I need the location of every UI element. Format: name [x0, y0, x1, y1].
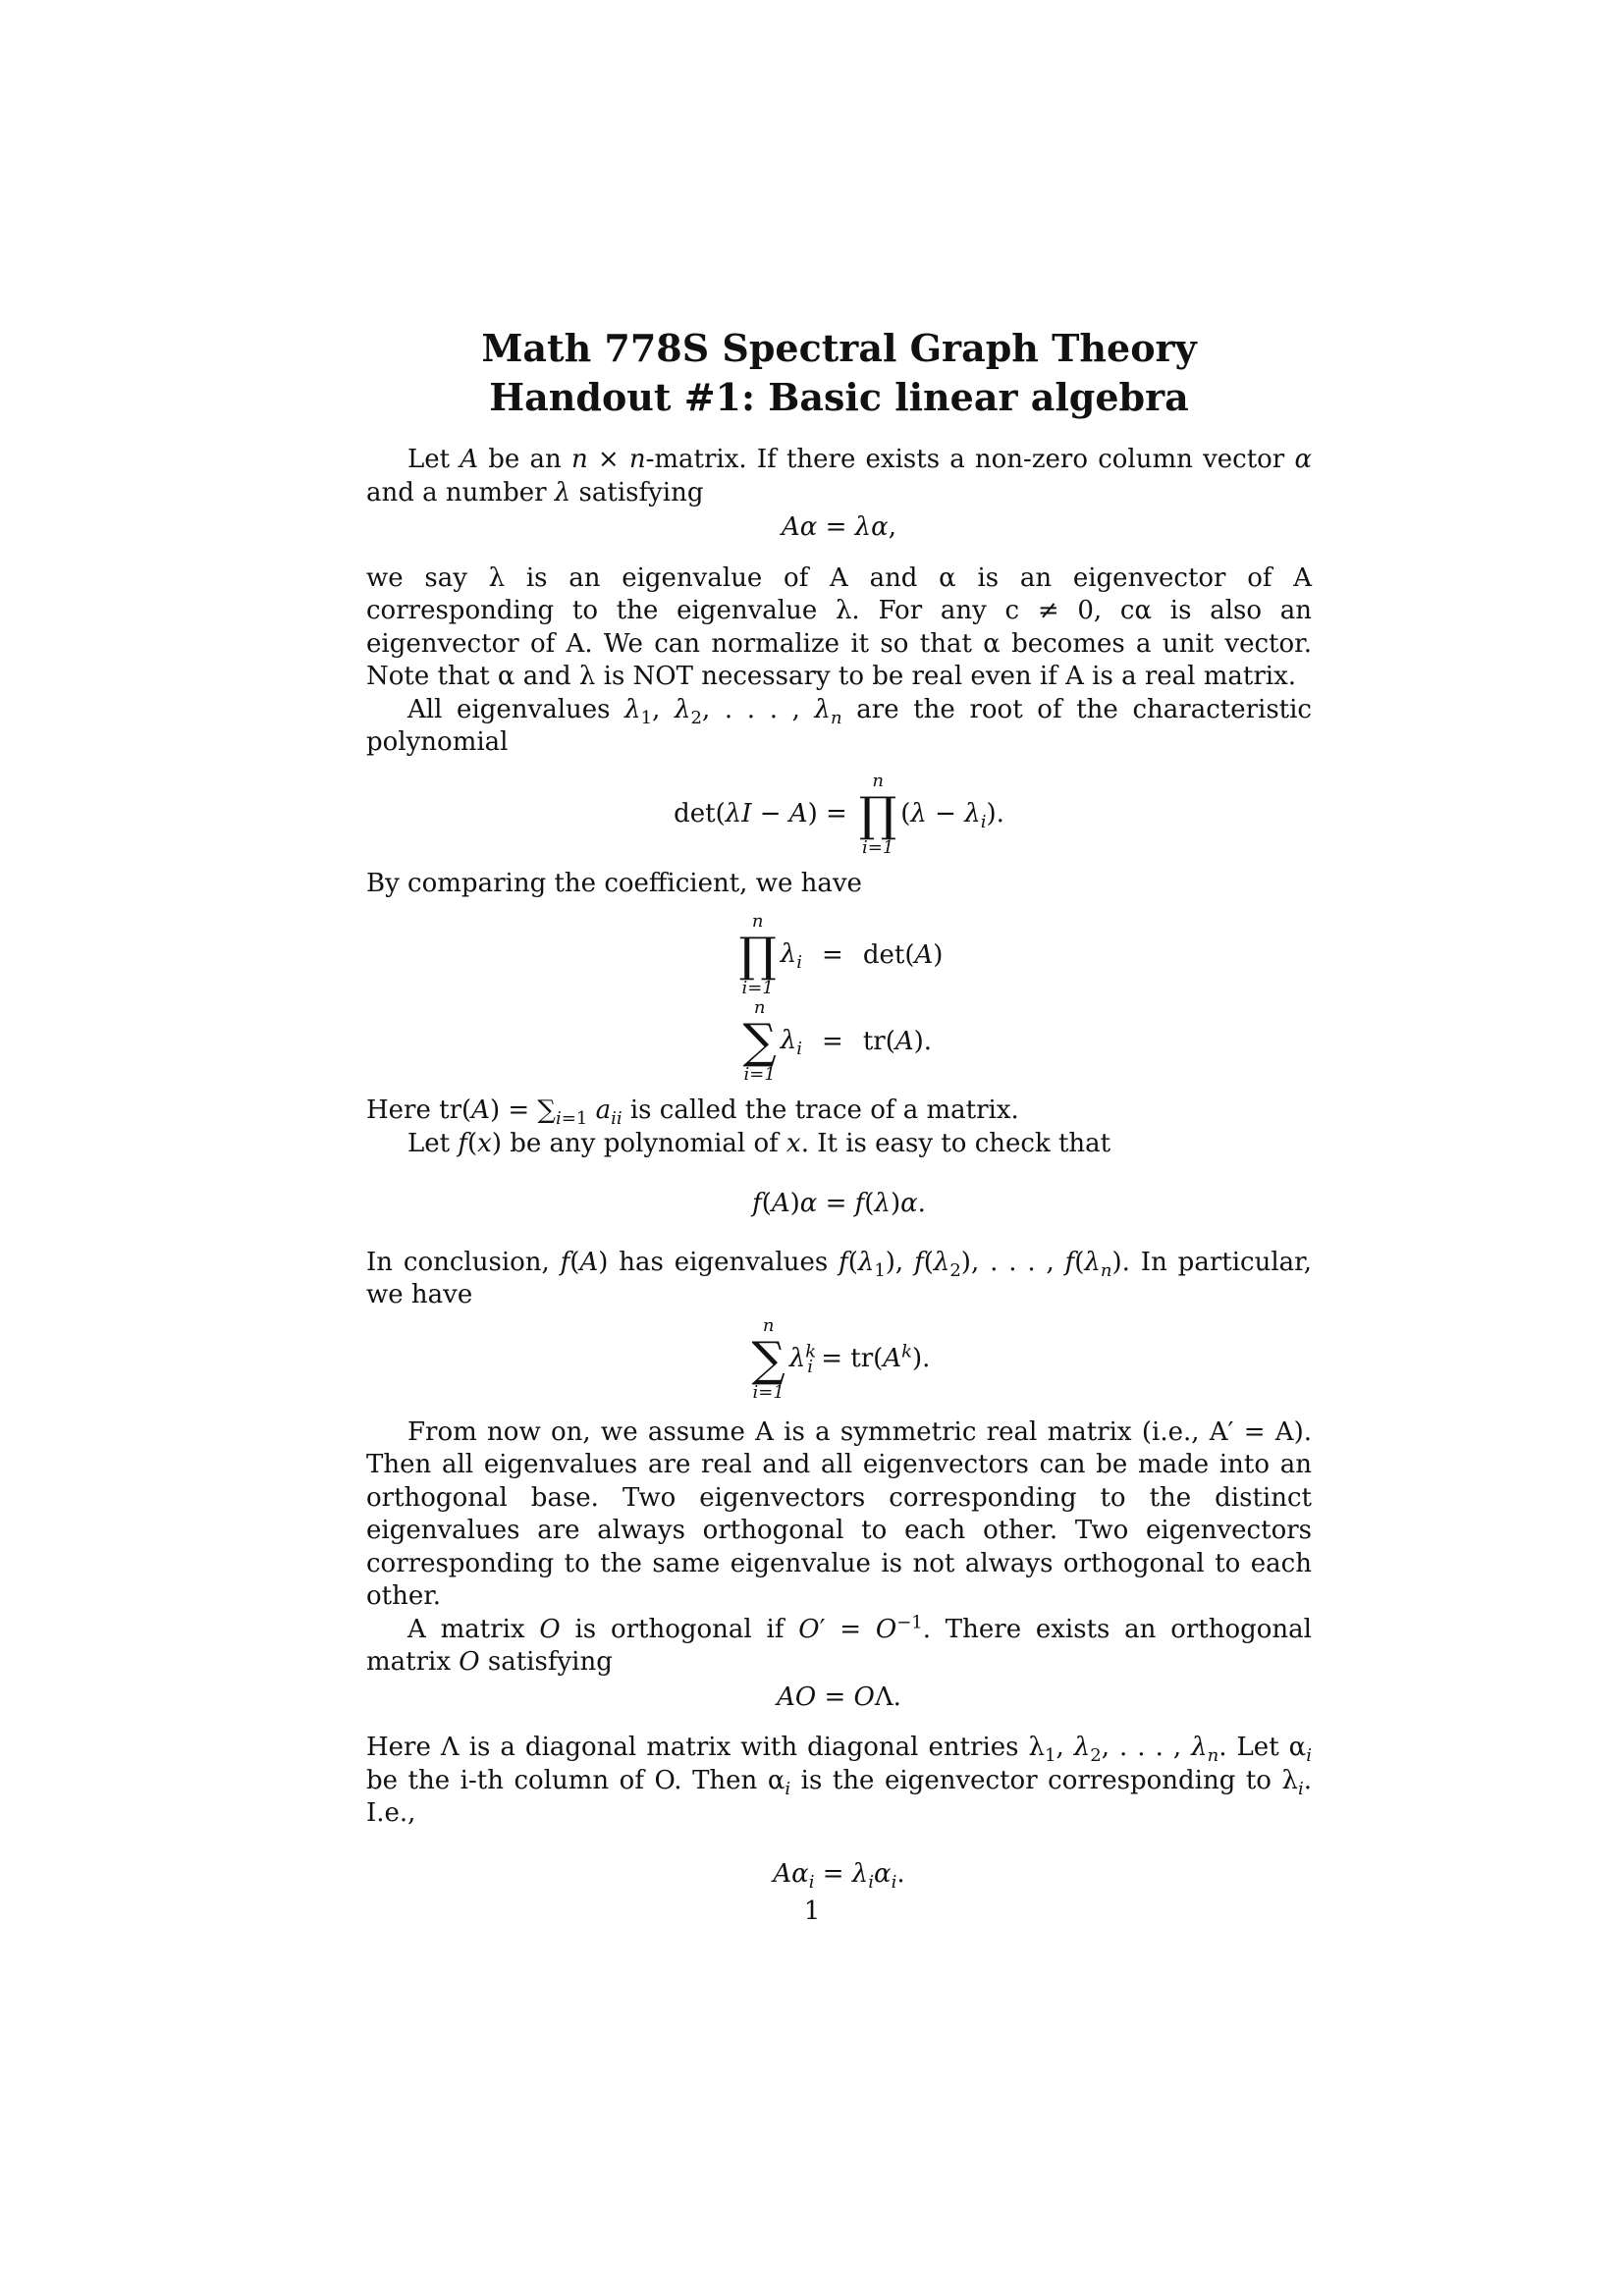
equation-product-sum: n ∏ i=1 $\lambda_i$ = det(A) n ∑ i=1 $\lambda_i$ = tr(A).: [738, 911, 944, 1085]
paragraph-4: By comparing the coefficient, we have: [366, 868, 862, 898]
paragraph-2: we say λ is an eigenvalue of A and α is an eigenvector of A corresponding to the eigenvalue λ. For any c ≠ 0, cα is also an eigenvector of A. We can normalize it so that α becomes a unit vector. Note that α and λ is NOT necessary to be real even if A is a real matrix.: [366, 562, 1312, 691]
equation-polynomial: f(A)α = f(λ)α.: [752, 1189, 926, 1218]
equation-diagonalization: AO = OΛ.: [777, 1682, 901, 1712]
page-number: 1: [803, 1896, 821, 1926]
paragraph-9: A matrix O is orthogonal if $O' = O^{-1}$. There exists an orthogonal matrix O satisfying: [366, 1611, 1312, 1677]
title-line-2: Handout #1: Basic linear algebra: [489, 375, 1189, 419]
paragraph-5: Here $tr(A) = \sum_{i=1}$ $a_{ii}$ is called the trace of a matrix.: [366, 1095, 1019, 1130]
paragraph-3: All eigenvalues $\lambda_1$, $\lambda_2$, . . . , $\lambda_n$ are the root of the characteristic polynomial: [366, 694, 1312, 757]
document-title: [366, 324, 1312, 422]
paragraph-6: Let f(x) be any polynomial of x. It is easy to check that: [407, 1128, 1111, 1158]
paragraph-10: Here Λ is a diagonal matrix with diagonal entries $\lambda_1$, $\lambda_2$, . . . , $\lambda_n$. Let $\alpha_i$ be the i-th column of O. Then $\alpha_i$ is the eigenvector corresponding to $\lambda_i$. I.e.,: [366, 1733, 1313, 1828]
paragraph-8: From now on, we assume A is a symmetric real matrix (i.e., A′ = A). Then all eigenvalues are real and all eigenvectors can be made into an orthogonal base. Two eigenvectors corresponding to the distinct eigenvalues are always orthogonal to each other. Two eigenvectors corresponding to the same eigenvalue is not always orthogonal to each other.: [366, 1416, 1312, 1611]
paragraph-1: Let A be an n × n-matrix. If there exists a non-zero column vector α and a number λ satisfying: [366, 445, 1312, 507]
equation-power-trace: n ∑ i=1 $\lambda^k_i = tr(A^k)$.: [751, 1314, 931, 1403]
paragraph-7: In conclusion, f(A) has eigenvalues $f(\lambda_1)$, $f(\lambda_2)$, . . . , $f(\lambda_n)$. In particular, we have: [366, 1247, 1312, 1309]
equation-eigen: Aα = λα,: [782, 512, 896, 542]
equation-characteristic: det(λI − A) = n ∏ i=1 $(\lambda - \lambda_i)$.: [674, 770, 1004, 858]
title-line-1: Math 778S Spectral Graph Theory: [481, 326, 1197, 370]
equation-column-eigen: $A\alpha_i = \lambda_i\alpha_i$.: [773, 1858, 905, 1893]
page-body: [366, 324, 1312, 1891]
